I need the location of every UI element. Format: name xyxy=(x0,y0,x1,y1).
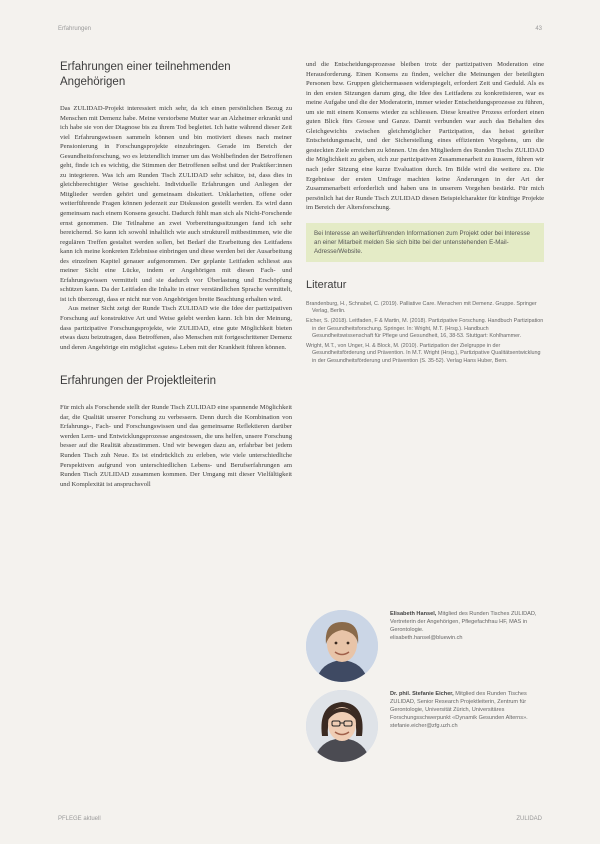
header-right: 43 xyxy=(535,26,542,32)
section1-paragraph-1: Das ZULIDAD-Projekt interessiert mich sehr, da ich einen persönlichen Bezug zu Menschen mit Demenz habe. Meine verstorbene Mutter war an Alzheimer erkrankt und ich habe sie von der Diagnose bis zu ihrem Tod begleitet. Ich hatte während dieser Zeit viel Erfahrungswissen sammeln können und bin motiviert dieses nach meiner Pensionierung in Forschungsprojekte einzubringen. Gerade im Bereich der Gesundheitsforschung, wo es letztendlich immer um das Wohlbefinden der Betroffenen geht, finde ich es wichtig, die Stimmen der Betroffenen selbst und der Praktiker:innen zu integrieren. Was ich am Runden Tisch ZULIDAD sehr schätze, ist, dass dies in gleichberechtigter Weise geschieht. Individuelle Erfahrungen und Anliegen der Mitglieder werden gehört und gemeinsam diskutiert. Unklarheiten, offene oder weiterführende Fragen können jederzeit zur Diskussion gestellt werden. Es wird dann gemeinsam nach einem Konsens gesucht. Dadurch fühlt man sich als Nicht-Forschende ernst genommen. Die Teilnahme an zwei Vorbereitungssitzungen fand ich sehr bereichernd. So kann ich sowohl inhaltlich wie auch strukturell mitbestimmen, wie die regulären Treffen gestaltet werden sollen, bei Bedarf die Erarbeitung des Leitfadens kann ich meine konkreten Erlebnisse einbringen und diese werden bei der Ausarbeitung des einzelnen Kapitel genauer aufgenommen. Der geplante Leitfaden schliesst aus meiner Sicht eine Lücke, indem er Angehörigen mit diesen Fach- und Erfahrungswissen vermittelt und sie dadurch vor Überlastung und Erschöpfung schützen kann. Da der Leitfaden die Inhalte in einer verständlichen Sprache vermittelt, ist ich überzeugt, dass er nicht nur von Angehörigen breite Beachtung erhalten wird. xyxy=(60,105,292,303)
author-name-1: Elisabeth Hansel, xyxy=(390,611,437,617)
author-card-2 xyxy=(306,690,544,762)
section2-title: Erfahrungen der Projektleiterin xyxy=(60,375,216,388)
reference-1: Brandenburg, H., Schnabel, C. (2019). Palliative Care. Menschen mit Demenz. Gruppe. Springer Verlag, Berlin. xyxy=(306,300,537,315)
author-bio-2: Mitglied des Runden Tisches ZULIDAD, Senior Research Projektleiterin, Zentrum für Gerontologie, Universität Zürich, Universitäres Forschungsschwerpunkt «Dynamik Gesunden Alterns». xyxy=(390,691,528,721)
left-column xyxy=(60,60,292,489)
author-name-2: Dr. phil. Stefanie Eicher, xyxy=(390,691,454,697)
author-photo-2 xyxy=(306,690,378,762)
section2-paragraph-1: Für mich als Forschende stellt der Runde Tisch ZULIDAD eine spannende Möglichkeit dar, die Qualität unserer Forschung zu verbessern. Denn durch die Kombination von Erfahrungs-, Fach- und Forschungswissen und das gemeinsame Reflektieren darüber werden Lern- und Entwicklungsprozesse angestossen, die uns helfen, unsere Forschung besser auf die Realität abzustimmen. Und wir bewegen dazu an, erfahrbar bei jedem Runden Tisch zuh Neue. Es ist eindrücklich zu erleben, wie viele unterschiedliche Perspektiven aufgrund von unterschiedlichen Lebens- und Berufserfahrungen am Runden Tisch ZULIDAD zusammen kommen. Der Umgang mit dieser Vielfältigkeit und Komplexität ist anspruchsvoll xyxy=(60,404,292,488)
reference-2: Eicher, S. (2018). Leitfaden, F & Martin, M. (2018). Partizipative Forschung. Handbuch Partizipation in der Gesundheitsforschung. Springer. In: Wright, M.T. (Hrsg.). Handbuch Gesundheitswissenschaft für Pflege und Gesundheit, 16, 38-53. Stuttgart: Kohlhammer. xyxy=(306,317,544,340)
reference-3: Wright, M.T., von Unger, H. & Block, M. (2010). Partizipation der Zielgruppe in der Gesundheitsförderung und Prävention. In M.T. Wright (Hrsg.), Partizipative Qualitätsentwicklung in der Gesundheitsförderung und Prävention (S. 35-52). Verlag Hans Huber, Bern. xyxy=(306,342,541,364)
running-footer xyxy=(58,816,542,826)
right-column xyxy=(306,60,544,368)
author-bio-1: Mitglied des Runden Tisches ZULIDAD, Vertreterin der Angehörigen, Pflegefachfrau HF, MAS in Gerontologie. xyxy=(390,611,537,633)
footer-left: PFLEGE aktuell xyxy=(58,816,101,822)
header-left: Erfahrungen xyxy=(58,26,92,32)
info-box: Bei Interesse an weiterführenden Informationen zum Projekt oder bei Interesse an einer Mitarbeit melden Sie sich bitte bei der untenstehenden E-Mail-Adresse/Website. xyxy=(306,223,544,262)
section1-paragraph-2: Aus meiner Sicht zeigt der Runde Tisch ZULIDAD wie die Idee der partizipativen Forschung auf konstruktive Art und Weise gelebt werden kann. Ich bin der Meinung, dass partizipative Forschungsprojekte, wie ZULIDAD, eine gute Möglichkeit bieten etwas dazu beizutragen, dass Betroffenen, also Menschen mit fortgeschrittener Demenz und deren Angehörige ein möglichst «gutes» Leben mit der Krankheit führen können. xyxy=(60,305,292,351)
footer-right: ZULIDAD xyxy=(516,816,542,822)
running-header xyxy=(58,26,542,38)
section1-title: Erfahrungen einer teilnehmenden Angehörigen xyxy=(60,61,231,88)
author-email-2[interactable]: stefanie.eicher@zfg.uzh.ch xyxy=(390,723,458,729)
author-photo-1 xyxy=(306,610,378,682)
literature-title: Literatur xyxy=(306,278,347,291)
author-card-1 xyxy=(306,610,544,682)
right-paragraph-1: und die Entscheidungsprozesse bleiben trotz der partizipativen Moderation eine Herausforderung. Einen Konsens zu finden, welcher die Meinungen der beteiligten Personen bzw. Gruppen gleichermassen widerspiegelt, erfordert Zeit und Geduld. Als es in den ersten Sitzungen darum ging, die Idee des Leitfadens zu konkretisieren, war es meine Aufgabe und die der Moderatorin, immer wieder Entscheidungsprozesse zu führen, um sie mit einem Konsens wieder zu schliessen. Diese kreative Prozess erfordert einen guten Blick fürs Grosse und Ganze. Damit verbunden war auch das Behalten des Gleichgewichts zwischen gleichmöglicher Partizipation, das heisst geteilter Entscheidungsmacht, und der Sicherstellung eines effizienten Vorgehens, um die gesteckten Ziele erreichen zu können. Um den Mitgliedern des Runden Tischs ZULIDAD die Möglichkeit zu geben, sich zur partizipativen Zusammenarbeit zu äussern, führen wir nach jeder Sitzung eine kurze Evaluation durch. Im Bilde wird die weitere zu. Die Ergebnisse der ersten Umfrage machten keine Änderungen in der Art der Zusammenarbeit erforderlich und haben uns in unserem Vorgehen bestärkt. Für mich persönlich hat der Runde Tisch ZULIDAD diesen Beispielcharakter für künftige Projekte im Bereich der Altersforschung. xyxy=(306,61,544,212)
author-email-1[interactable]: elisabeth.hansel@bluewin.ch xyxy=(390,635,463,641)
